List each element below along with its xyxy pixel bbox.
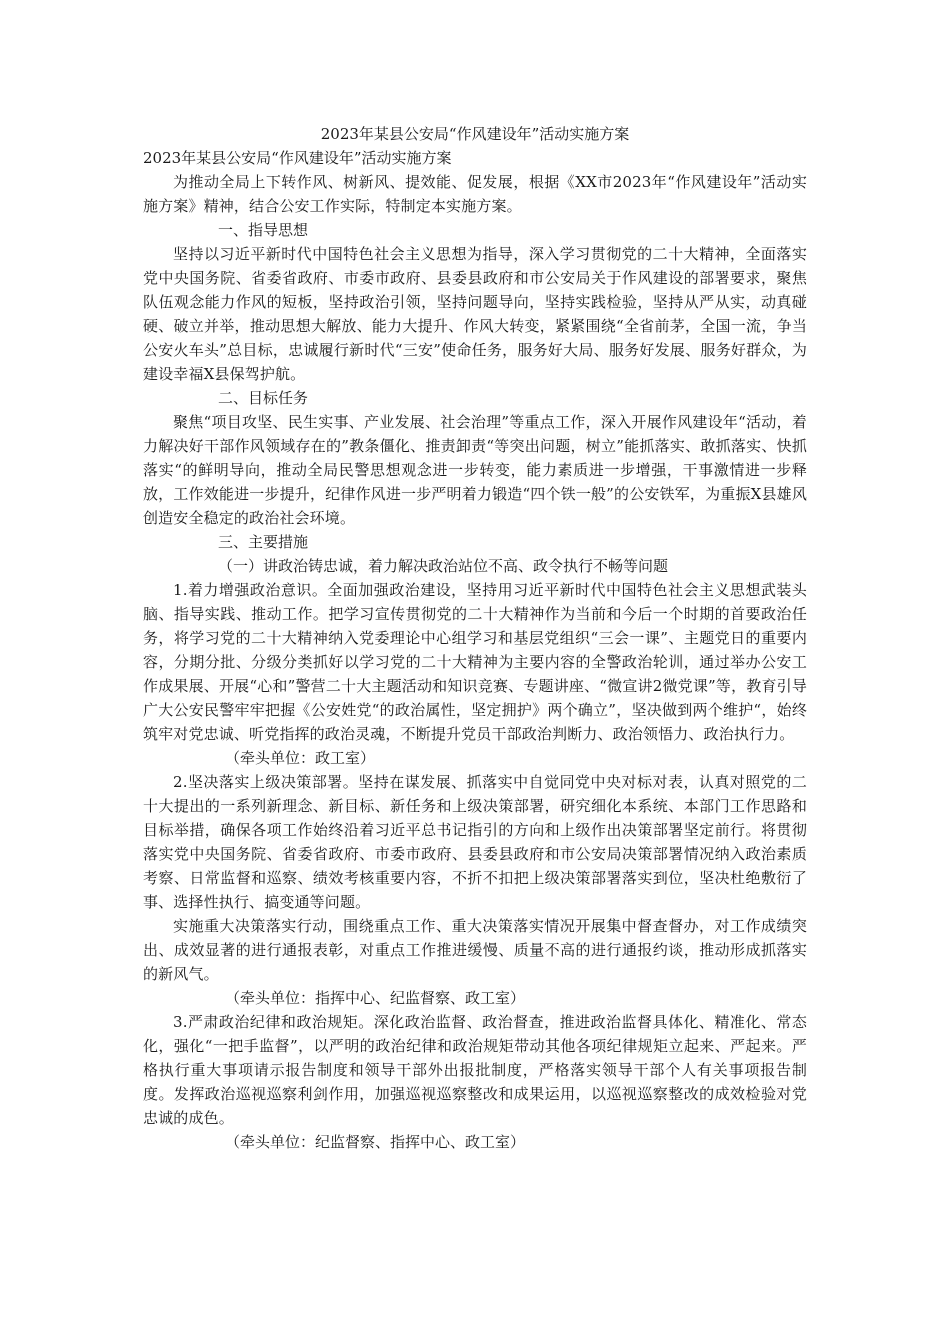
intro-paragraph: 为推动全局上下转作风、树新风、提效能、促发展，根据《XX市2023年“作风建设年”活动实施方案》精神，结合公安工作实际，特制定本实施方案。 — [143, 173, 807, 215]
measure-item-1: 1.着力增强政治意识。全面加强政治建设，坚持用习近平新时代中国特色社会主义思想武装头脑、指导实践、推动工作。把学习宣传贯彻党的二十大精神作为当前和今后一个时期的首要政治任务，将学习党的二十大精神纳入党委理论中心组学习和基层党组织“三会一课”、主题党日的重要内容，分期分批、分级分类抓好以学习党的二十大精神为主要内容的全警政治轮训，通过举办公安工作成果展、开展“心和”警营二十大主题活动和知识竞赛、专题讲座、“微宣讲2微党课”等，教育引导广大公安民警牢牢把握《公安姓党“的政治属性，坚定拥护》两个确立”，坚决做到两个维护“，始终筑牢对党忠诚、听党指挥的政治灵魂，不断提升党员干部政治判断力、政治领悟力、政治执行力。 — [143, 581, 807, 743]
document-page — [143, 122, 807, 1154]
guiding-ideology-paragraph: 坚持以习近平新时代中国特色社会主义思想为指导，深入学习贯彻党的二十大精神，全面落实党中央国务院、省委省政府、市委市政府、县委县政府和市公安局关于作风建设的部署要求，聚焦队伍观念能力作风的短板，坚持政治引领，坚持问题导向，坚持实践检验，坚持从严从实，动真碰硬、破立并举，推动思想大解放、能力大提升、作风大转变，紧紧围绕“全省前茅，全国一流，争当公安火车头”总目标，忠诚履行新时代“三安”使命任务，服务好大局、服务好发展、服务好群众，为建设幸福X县保驾护航。 — [143, 245, 807, 383]
measure-item-3-lead-unit: （牵头单位：纪监督察、指挥中心、政工室） — [225, 1133, 526, 1151]
section-heading-guiding-ideology: 一、指导思想 — [218, 221, 309, 239]
measure-item-2: 2.坚决落实上级决策部署。坚持在谋发展、抓落实中自觉同党中央对标对表，认真对照党的二十大提出的一系列新理念、新目标、新任务和上级决策部署，研究细化本系统、本部门工作思路和目标举措，确保各项工作始终沿着习近平总书记指引的方向和上级作出决策部署坚定前行。将贯彻落实党中央国务院、省委省政府、市委市政府、县委县政府和市公安局决策部署情况纳入政治素质考察、日常监督和巡察、绩效考核重要内容，不折不扣把上级决策部署落实到位，坚决杜绝敷衍了事、选择性执行、搞变通等问题。 — [143, 773, 807, 911]
objectives-paragraph: 聚焦“项目攻坚、民生实事、产业发展、社会治理”等重点工作，深入开展作风建设年“活动，着力解决好干部作风领域存在的”教条僵化、推责卸责“等突出问题，树立”能抓落实、敢抓落实、快抓落实“的鲜明导向，推动全局民警思想观念进一步转变，能力素质进一步增强，干事激情进一步释放，工作效能进一步提升，纪律作风进一步严明着力锻造“四个铁一般”的公安铁军，为重振X县雄风创造安全稳定的政治社会环境。 — [143, 413, 807, 527]
document-subtitle: 2023年某县公安局“作风建设年”活动实施方案 — [143, 149, 452, 167]
section-heading-main-measures: 三、主要措施 — [218, 533, 309, 551]
measure-item-2-lead-unit: （牵头单位：指挥中心、纪监督察、政工室） — [225, 989, 526, 1007]
measure-item-1-lead-unit: （牵头单位：政工室） — [225, 749, 376, 767]
document-title: 2023年某县公安局“作风建设年”活动实施方案 — [320, 125, 630, 143]
measures-subheading-politics: （一）讲政治铸忠诚，着力解决政治站位不高、政令执行不畅等问题 — [218, 557, 669, 575]
section-heading-objectives: 二、目标任务 — [218, 389, 309, 407]
measure-item-3: 3.严肃政治纪律和政治规矩。深化政治监督、政治督查，推进政治监督具体化、精准化、常态化，强化“一把手监督”，以严明的政治纪律和政治规矩带动其他各项纪律规矩立起来、严起来。严格执行重大事项请示报告制度和领导干部外出报批制度，严格落实领导干部个人有关事项报告制度。发挥政治巡视巡察利剑作用，加强巡视巡察整改和成果运用，以巡视巡察整改的成效检验对党忠诚的成色。 — [143, 1013, 807, 1127]
measure-item-2-extra: 实施重大决策落实行动，围绕重点工作、重大决策落实情况开展集中督查督办，对工作成绩突出、成效显著的进行通报表彰，对重点工作推进缓慢、质量不高的进行通报约谈，推动形成抓落实的新风气。 — [143, 917, 807, 983]
